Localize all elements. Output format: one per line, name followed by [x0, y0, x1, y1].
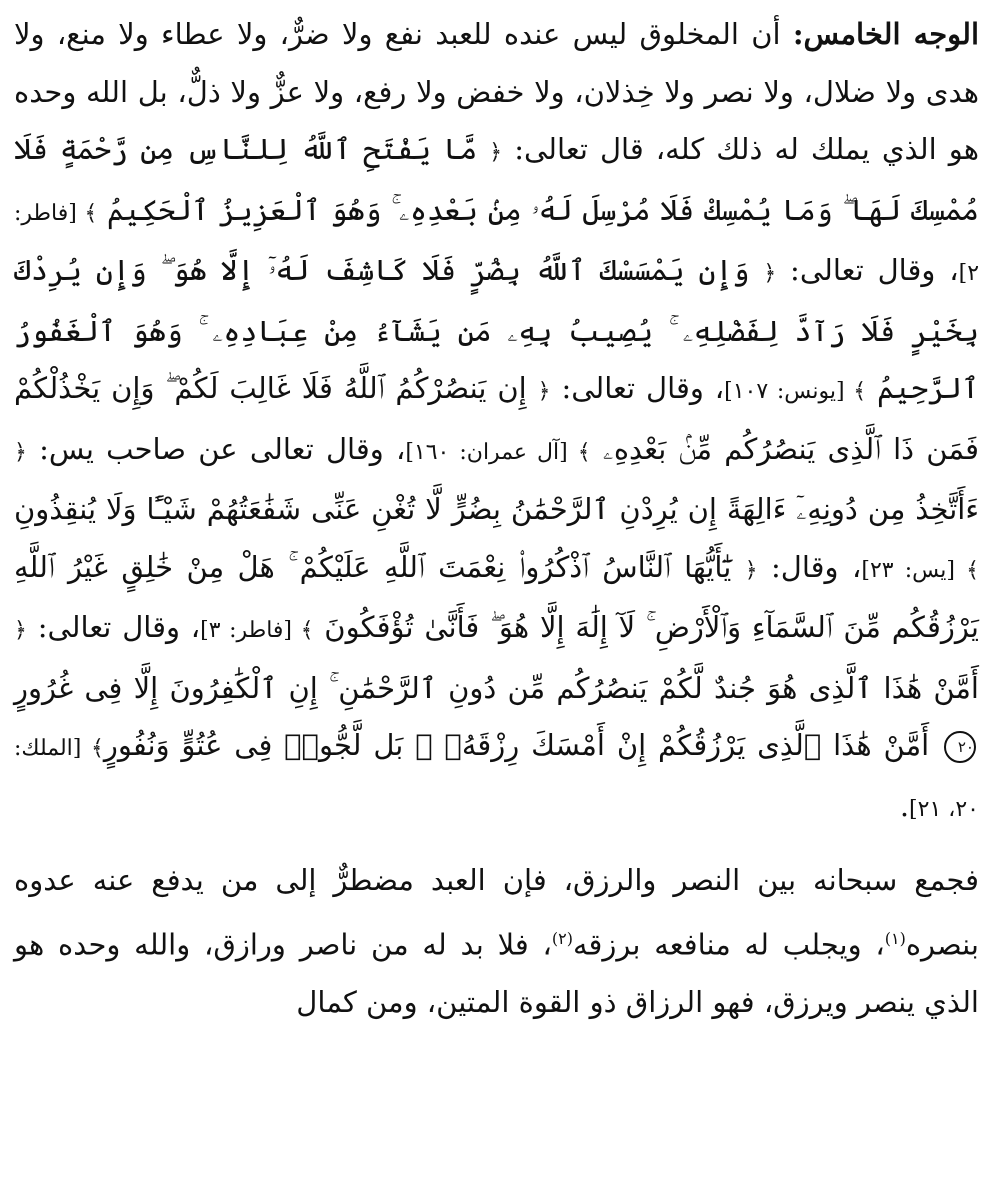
verse-bracket-open: ﴿ [744, 557, 758, 583]
paragraph-text: فجمع سبحانه بين النصر والرزق، فإن العبد مضطرٌّ إلى من يدفع عنه عدوه بنصره [14, 863, 979, 962]
section-heading: الوجه الخامس: [792, 17, 980, 51]
verse-reference: [يونس: ١٠٧] [724, 379, 854, 404]
quran-verse: ءَأَتَّخِذُ مِن دُونِهِۦٓ ءَالِهَةً إِن يُرِدْنِ ٱلرَّحْمَٰنُ بِضُرٍّ لَّا تُغْنِ عَنِّى شَفَٰعَتُهُمْ شَيْـًٔا وَلَا يُنقِذُونِ [14, 492, 979, 526]
quran-verse: أَمَّنْ هَٰذَا ٱلَّذِى هُوَ جُندٌ لَّكُمْ يَنصُرُكُم مِّن دُونِ ٱلرَّحْمَٰنِ ۚ إِنِ ٱلْكَٰفِرُونَ إِلَّا فِى غُرُورٍ [14, 670, 979, 705]
verse-bracket-open: ﴿ [14, 618, 27, 643]
connector-text: ، وقال تعالى: [776, 253, 959, 287]
verse-bracket-open: ﴿ [14, 439, 27, 465]
verse-reference: [الملك: ٢٠، ٢١] [14, 736, 979, 822]
paragraph-text: ، فلا بد له من ناصر ورازق، والله وحده هو الذي ينصر ويرزق، فهو الرزاق ذو القوة المتين، ومن كمال [14, 927, 979, 1019]
connector-text: ، وقال تعالى: [26, 610, 201, 644]
footnote-marker: (٢) [551, 928, 573, 948]
verse-bracket-open: ﴿ [489, 140, 503, 165]
verse-bracket-close: ﴾ [84, 200, 98, 226]
second-paragraph [14, 852, 979, 1031]
connector-text: ، وقال: [757, 549, 862, 584]
verse-bracket-open: ﴿ [763, 261, 777, 286]
quran-verse: يَٰٓأَيُّهَا ٱلنَّاسُ ٱذْكُرُوا۟ نِعْمَتَ ٱللَّهِ عَلَيْكُمْ ۚ هَلْ مِنْ خَٰلِقٍ غَيْرُ ٱللَّهِ يَرْزُقُكُم مِّنَ ٱلسَّمَآءِ وَٱلْأَرْضِ ۚ لَآ إِلَٰهَ إِلَّا هُوَ ۖ فَأَنَّىٰ تُؤْفَكُونَ [14, 549, 979, 644]
verse-number-marker: ٢٠ [944, 731, 976, 763]
verse-bracket-close: ﴾ [577, 439, 591, 465]
verse-reference: [آل عمران: ١٦٠] [405, 439, 578, 465]
verse-reference: [فاطر: ٣] [200, 618, 301, 643]
verse-bracket-open: ﴿ [537, 379, 551, 404]
paragraph-text: ، ويجلب له منافعه برزقه [573, 927, 885, 962]
sentence-end: . [899, 788, 910, 823]
main-paragraph [14, 6, 979, 838]
verse-reference: [يس: ٢٣] [861, 557, 967, 583]
quran-verse: إِن يَنصُرْكُمُ ٱللَّهُ فَلَا غَالِبَ لَكُمْ ۖ وَإِن يَخْذُلْكُمْ فَمَن ذَا ٱلَّذِى يَنصُرُكُم مِّنۢ بَعْدِهِۦ [14, 371, 980, 466]
quran-verse: أَمَّنْ هَٰذَا ٱلَّذِى يَرْزُقُكُمْ إِنْ أَمْسَكَ رِزْقَهُۥ ۚ بَل لَّجُّوا۟ فِى عُتُوٍّ وَنُفُورٍ [103, 728, 941, 762]
verse-bracket-close: ﴾ [966, 557, 980, 583]
verse-bracket-close: ﴾ [300, 618, 314, 643]
quran-verse: وَإِن يَمْسَسْكَ ٱللَّهُ بِضُرٍّ فَلَا كَاشِفَ لَهُۥٓ إِلَّا هُوَ ۖ وَإِن يُرِدْكَ بِخَيْرٍ فَلَا رَآدَّ لِفَضْلِهِۦ ۚ يُصِيبُ بِهِۦ مَن يَشَآءُ مِنْ عِبَادِهِۦ ۚ وَهُوَ ٱلْغَفُورُ ٱلرَّحِيمُ [14, 253, 980, 405]
verse-bracket-close: ﴾ [90, 736, 104, 761]
connector-text: ، وقال تعالى عن صاحب يس: [26, 431, 406, 466]
intro-text: أن المخلوق ليس عنده للعبد نفع ولا ضرٌّ، ولا عطاء ولا منع، ولا هدى ولا ضلال، ولا نصر ولا خِذلان، ولا خفض ولا رفع، ولا عزٌّ ولا ذلٌّ، بل الله وحده هو الذي يملك له ذلك كله، قال تعالى: [14, 17, 979, 166]
connector-text: ، وقال تعالى: [550, 371, 725, 405]
verse-reference: [فاطر: ٢] [14, 200, 980, 286]
quran-verse: مَّا يَفْتَحِ ٱللَّهُ لِلنَّاسِ مِن رَّحْمَةٍ فَلَا مُمْسِكَ لَهَا ۖ وَمَا يُمْسِكْ فَلَا مُرْسِلَ لَهُۥ مِنۢ بَعْدِهِۦ ۚ وَهُوَ ٱلْعَزِيزُ ٱلْحَكِيمُ [14, 132, 979, 227]
verse-bracket-close: ﴾ [853, 379, 867, 404]
footnote-marker: (١) [884, 928, 906, 948]
